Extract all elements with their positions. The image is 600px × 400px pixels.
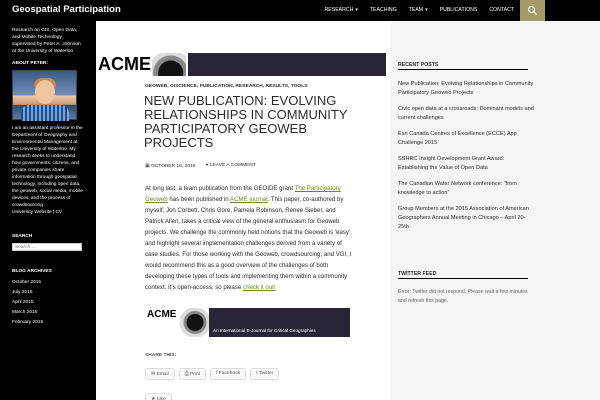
chevron-down-icon: ▾ [425,7,428,13]
recent-post-link[interactable]: New Publication: Evolving Relationships in Community Participatory Geoweb Projects [398,81,534,96]
acme-journal-link[interactable]: ACME journal [230,196,268,203]
right-sidebar [390,21,600,400]
share-buttons [145,368,279,380]
share-print-button[interactable]: ⎙ Print [179,368,206,380]
divider [398,69,528,70]
nav-publications[interactable]: PUBLICATIONS [439,7,478,13]
acme-logo: ACME [96,53,188,93]
share-email-button[interactable]: ✉ Email [145,368,175,380]
twitter-feed-error: Error: Twitter did not respond. Please wait a few minutes and refresh this page. [398,289,528,304]
about-text: I am an assistant professor in the Department of Geography and Environmental Management at the University of Waterloo. My research seeks to understand how governments, citizens, and private companies share information through geospatial technology, including open data, the geoweb, social media, mobile devices, and the process of crowdsourcing. [12,126,83,208]
calendar-icon: ▣ [145,164,150,169]
recent-post-link[interactable]: SSHRC Insight Development Grant Award: Establishing the Value of Open Data [398,156,505,171]
print-icon: ⎙ [184,372,189,377]
acme-logo: ACME [145,308,178,337]
twitter-icon: t [256,371,258,376]
recent-posts-heading: RECENT POSTS [398,62,439,68]
divider [398,278,528,279]
profile-links[interactable]: University Website | CV [12,210,63,215]
main-content [96,21,390,400]
share-twitter-button[interactable]: t Twitter [250,368,279,380]
post-title[interactable]: NEW PUBLICATION: EVOLVING RELATIONSHIPS IN COMMUNITY PARTICIPATORY GEOWEB PROJECTS [144,93,348,150]
about-heading: ABOUT PETER: [12,61,48,66]
post-body: At long last, a team publication from the GEOIDE grant The Participatory Geoweb has been published in ACME journal. This paper, co-authored by myself, Jon Corbett, Chris Gore, Pamela Robinson, Renee Sieber, and Patrick Allen, takes a critical view of the general enthusiasm for Geoweb projects. We challenge the commonly held notions that the Geoweb is 'easy', and highlight several implementation challenges derived from a variety of case studies. For those working with the Geoweb, crowdsourcing, and VGI, I would recommend this as a good overview of the challenges of both developing these types of tools and implementing them within a community context. It's open-access, so please check it out! [145,185,352,291]
email-icon: ✉ [151,372,156,377]
thumbnail-caption: An International E-Journal for Critical Geographies [213,328,316,333]
recent-post-link[interactable]: The Canadian Water Network conference: “from knowledge to action” [398,181,517,196]
recent-post-link[interactable]: Esri Canada Centres of Excellence (ECCE) App Challenge 2015 [398,131,517,146]
archive-link[interactable]: February 2015 [12,320,44,325]
archive-link[interactable]: October 2015 [12,280,42,285]
chevron-down-icon: ▾ [355,7,358,13]
recent-post-link[interactable]: Civic open data at a crossroads: Dominant models and current challenges [398,106,534,121]
leave-comment-link[interactable]: ● LEAVE A COMMENT [205,163,256,168]
acme-thumbnail[interactable] [145,308,350,337]
eye-image [178,308,209,337]
recent-post-link[interactable]: Group Members at the 2015 Association of American Geographers Annual Meeting in Chicago – April 20-25th [398,206,529,230]
site-title[interactable]: Geospatial Participation [12,4,121,15]
share-facebook-button[interactable]: f Facebook [210,368,246,380]
nav-teaching[interactable]: TEACHING [369,7,397,13]
check-it-out-link[interactable]: check it out! [243,284,276,291]
star-icon: ★ [151,397,156,400]
nav-team[interactable]: TEAM ▾ [408,7,428,13]
search-icon [527,5,538,16]
archives-heading: BLOG ARCHIVES [12,269,52,274]
like-area [145,387,172,400]
twitter-feed-heading: TWITTER FEED [398,271,437,277]
main-nav [319,0,520,21]
comment-icon: ● [205,163,209,168]
nav-research[interactable]: RESEARCH ▾ [324,7,358,13]
archive-link[interactable]: July 2015 [12,290,33,295]
post-meta [145,163,256,169]
search-heading: SEARCH [12,234,33,239]
facebook-icon: f [216,371,218,376]
top-bar [0,0,600,21]
archive-link[interactable]: April 2015 [12,300,34,305]
archives-list [12,278,84,328]
site-description: Research on GIS, Open Data, and Mobile Technology, supervised by Peter A. Johnson at the University of Waterloo [12,28,81,54]
recent-posts-list [398,80,534,239]
profile-photo [12,70,77,120]
post-date[interactable]: ▣ OCTOBER 16, 2015 [145,164,196,169]
search-input[interactable]: Search ... [12,243,82,251]
share-label: SHARE THIS: [145,353,177,358]
participatory-geoweb-link[interactable]: The Participatory Geoweb [145,185,341,203]
archive-link[interactable]: March 2015 [12,310,38,315]
search-button[interactable] [520,0,545,21]
left-sidebar [0,21,96,400]
like-button[interactable]: ★ Like [145,393,172,400]
post-categories[interactable]: GEOWEB, GISCIENCE, PUBLICATION, RESEARCH, RESULTS, TOOLS [145,84,308,89]
nav-contact[interactable]: CONTACT [489,7,514,13]
